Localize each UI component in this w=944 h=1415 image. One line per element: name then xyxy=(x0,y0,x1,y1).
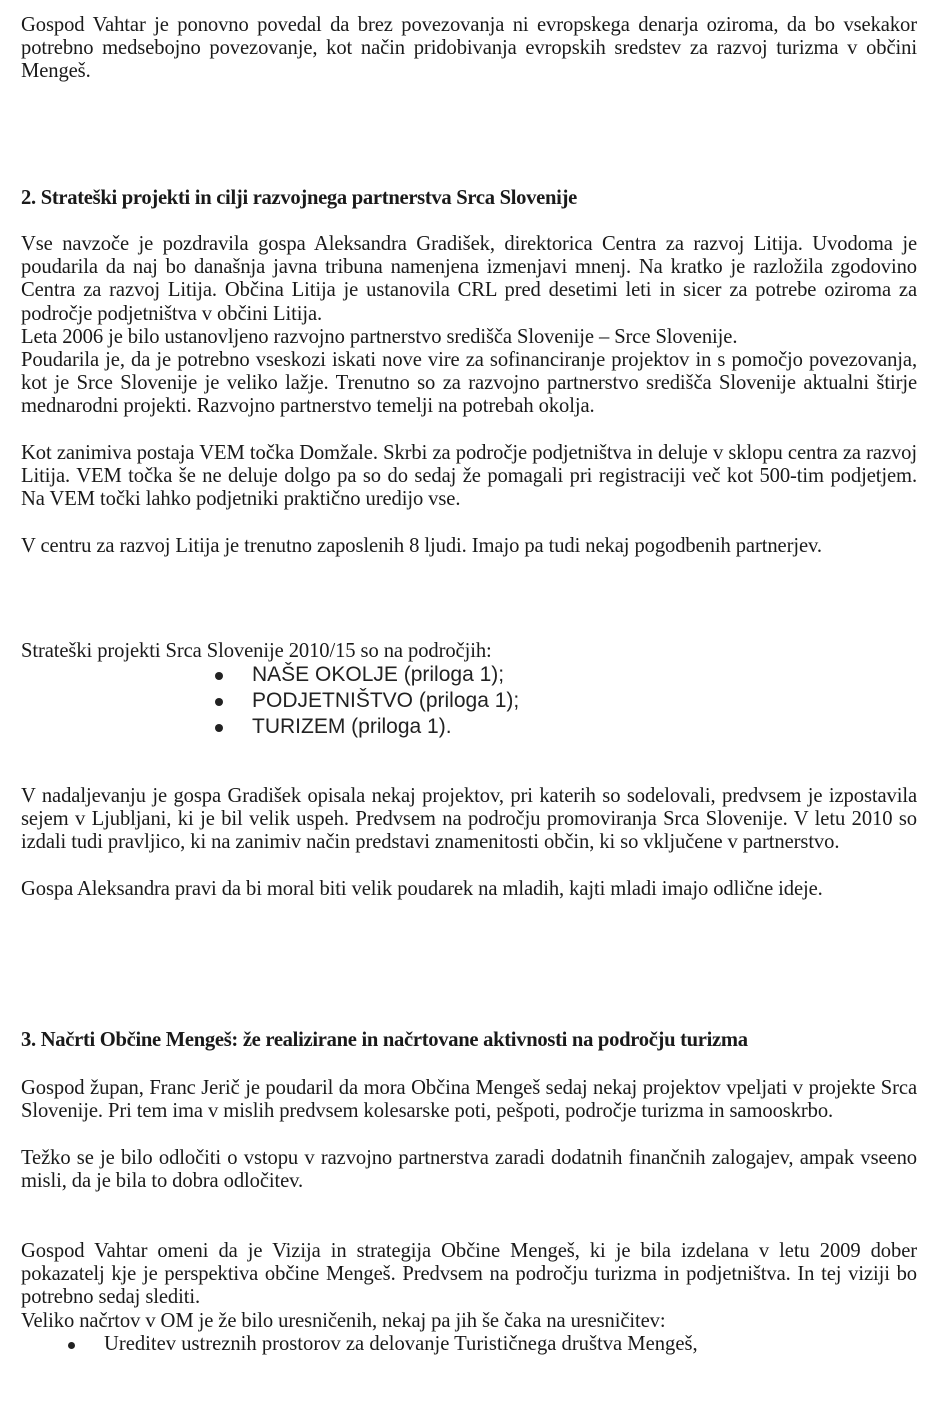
section-3-paragraph-2: Težko se je bilo odločiti o vstopu v razvojno partnerstva zaradi dodatnih finančnih zalogajev, ampak vseeno misli, da je bila to dobra odločitev. xyxy=(21,1147,917,1193)
project-item: TURIZEM (priloga 1). xyxy=(213,714,519,740)
plan-item: Ureditev ustreznih prostorov za delovanje Turističnega društva Mengeš, xyxy=(66,1333,698,1356)
section-3-paragraph-1: Gospod župan, Franc Jerič je poudaril da mora Občina Mengeš sedaj nekaj projektov vpeljati v projekte Srca Slovenije. Pri tem ima v mislih predvsem kolesarske poti, pešpoti, področje turizma in samooskrbo. xyxy=(21,1077,917,1123)
section-2-paragraph-1: Vse navzoče je pozdravila gospa Aleksandra Gradišek, direktorica Centra za razvoj Litija. Uvodoma je poudarila da naj bo današnja javna tribuna namenjena izmenjavi mnenj. Na kratko je razložila zgodovino Centra za razvoj Litija. Občina Litija je ustanovila CRL pred desetimi leti in sicer za potrebe oziroma za področje podjetništva v občini Litija. xyxy=(21,233,917,325)
section-2-paragraph-7: Gospa Aleksandra pravi da bi moral biti velik poudarek na mladih, kajti mladi imajo odlične ideje. xyxy=(21,878,823,900)
section-3-paragraph-3: Gospod Vahtar omeni da je Vizija in strategija Občine Mengeš, ki je bila izdelana v letu 2009 dober pokazatelj kje je perspektiva občine Mengeš. Predvsem na področju turizma in podjetništva. In tej viziji bo potrebno sedaj slediti. xyxy=(21,1240,917,1309)
intro-paragraph: Gospod Vahtar je ponovno povedal da brez povezovanja ni evropskega denarja oziroma, da bo vsekakor potrebno medsebojno povezovanje, kot način pridobivanja evropskih sredstev za razvoj turizma v občini Mengeš. xyxy=(21,14,917,83)
section-2-heading: 2. Strateški projekti in cilji razvojnega partnerstva Srca Slovenije xyxy=(21,187,577,209)
section-2-paragraph-6: V nadaljevanju je gospa Gradišek opisala nekaj projektov, pri katerih so sodelovali, predvsem je izpostavila sejem v Ljubljani, ki je bil velik uspeh. Predvsem na področju promoviranja Srca Slovenije. V letu 2010 so izdali tudi pravljico, ki na zanimiv način predstavi znamenitosti občin, ki so vključene v partnerstvo. xyxy=(21,785,917,854)
section-2-paragraph-5: V centru za razvoj Litija je trenutno zaposlenih 8 ljudi. Imajo pa tudi nekaj pogodbenih partnerjev. xyxy=(21,535,822,557)
section-2-paragraph-2: Leta 2006 je bilo ustanovljeno razvojno partnerstvo središča Slovenije – Srce Slovenije. xyxy=(21,326,738,348)
section-2-paragraph-4: Kot zanimiva postaja VEM točka Domžale. Skrbi za področje podjetništva in deluje v sklopu centra za razvoj Litija. VEM točka še ne deluje dolgo pa so do sedaj že pomagali pri registraciji več kot 500-tim podjetjem. Na VEM točki lahko podjetniki praktično uredijo vse. xyxy=(21,442,917,511)
section-3-heading: 3. Načrti Občine Mengeš: že realizirane in načrtovane aktivnosti na področju turizma xyxy=(21,1029,748,1051)
section-2-paragraph-3: Poudarila je, da je potrebno vseskozi iskati nove vire za sofinanciranje projektov in s pomočjo povezovanja, kot je Srce Slovenije je veliko lažje. Trenutno so za razvojno partnerstvo središča Slovenije aktualni štirje mednarodni projekti. Razvojno partnerstvo temelji na potrebah okolja. xyxy=(21,349,917,418)
project-item: PODJETNIŠTVO (priloga 1); xyxy=(213,688,519,714)
projects-intro: Strateški projekti Srca Slovenije 2010/15 so na področjih: xyxy=(21,640,492,662)
plans-list xyxy=(66,1333,698,1356)
project-item: NAŠE OKOLJE (priloga 1); xyxy=(213,662,519,688)
section-3-paragraph-4: Veliko načrtov v OM je že bilo uresničenih, nekaj pa jih še čaka na uresničitev: xyxy=(21,1310,666,1332)
projects-list xyxy=(213,662,519,740)
